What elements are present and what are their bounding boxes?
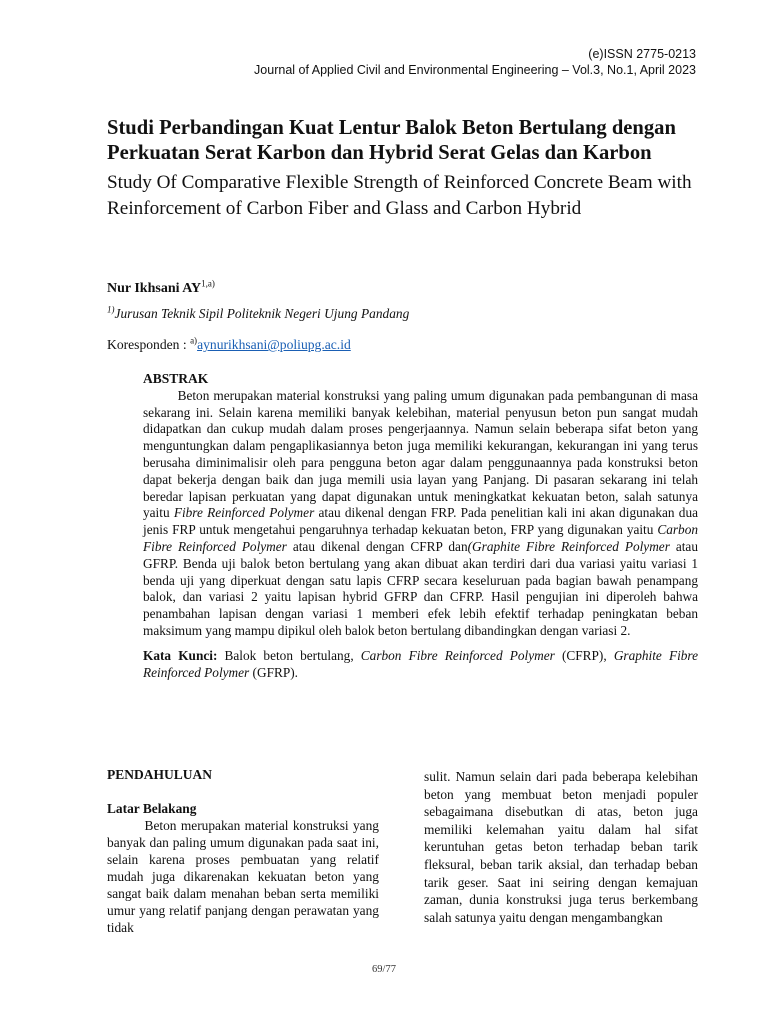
corresponding-line [107, 337, 351, 353]
corresponding-mark: a) [190, 335, 198, 346]
abstract-text-4: atau GFRP. Benda uji balok beton bertulang yang akan dibuat akan terdiri dari dua variasi yaitu variasi 1 benda uji yang diperkuat dengan satu lapis CFRP secara keseluruan pada bagian bawah penampang balok, dan variasi 2 yaitu lapisan hybrid GFRP dan CFRP. Hasil pengujian ini diperoleh bahwa penambahan lapisan dengan variasi 1 memberi efek lebih efektif terhadap peningkatan beban maksimum yang mampu dipikul oleh balok beton bertulang dibandingkan dengan variasi 2. [143, 538, 698, 638]
affiliation-mark: 1) [107, 304, 115, 315]
subsection-heading: Latar Belakang [107, 801, 197, 816]
keyword-gfrp: Graphite Fibre Reinforced Polymer [143, 647, 699, 680]
keywords-label: Kata Kunci: [143, 647, 218, 663]
title-block [107, 116, 692, 222]
keywords [143, 648, 698, 682]
section-heading: PENDAHULUAN [107, 767, 213, 782]
abstract [143, 371, 698, 681]
right-paragraph: sulit. Namun selain dari pada beberapa kelebihan beton yang membuat beton menjadi populer sebagaimana disebutkan di atas, beton juga memiliki kelemahan yaitu dalam hal sifat keruntuhan getas beton terhadap beban tarik fleksural, beban tarik aksial, dan terhadap beban tarik geser. Saat ini seiring dengan kemajuan zaman, dunia konstruksi juga terus berkembang salah satunya yaitu dengan mengambangkan [424, 769, 698, 925]
author-line [107, 278, 215, 297]
abstract-heading: ABSTRAK [143, 371, 209, 386]
affiliation: Jurusan Teknik Sipil Politeknik Negeri Ujung Pandang [114, 306, 410, 321]
keywords-text-2: (CFRP), [554, 647, 614, 663]
title-english: Study Of Comparative Flexible Strength of Reinforced Concrete Beam with Reinforcement of Carbon Fiber and Glass and Carbon Hybrid [107, 172, 692, 219]
journal-citation: Journal of Applied Civil and Environmental Engineering – Vol.3, No.1, April 2023 [254, 63, 696, 77]
abstract-term-gfrp: (Graphite Fibre Reinforced Polymer [467, 538, 670, 554]
author-superscript: 1,a) [201, 278, 215, 289]
abstract-text-1: Beton merupakan material konstruksi yang paling umum digunakan pada pembangunan di masa sekarang ini. Selain karena memiliki banyak kelebihan, material penyusun beton pun sangat mudah didapatkan dan cukup mudah dalam proses pengerjaannya. Namun selain beberapa sifat beton yang menguntungkan dalam pengaplikasiannya beton juga memiliki kekurangan, kekurangan ini yang terus berusaha diminimalisir oleh para pengguna beton agar dalam penggunaannya pada konstruksi beton dapat bekerja dengan baik dan juga memili usia layan yang Panjang. Di pasaran sekarang ini telah beredar lapisan perkuatan yang dapat digunakan untuk meningkatkat kekuatan beton, salah satunya yaitu [143, 387, 698, 521]
keywords-text-3: (GFRP). [249, 664, 298, 680]
keywords-text-1: Balok beton bertulang, [217, 647, 361, 663]
abstract-body [143, 388, 698, 640]
running-header [96, 46, 696, 78]
author-name: Nur Ikhsani AY [107, 281, 202, 296]
email-link[interactable]: aynurikhsani@poliupg.ac.id [197, 337, 351, 352]
title-indonesian: Studi Perbandingan Kuat Lentur Balok Beton Bertulang dengan Perkuatan Serat Karbon dan Hybrid Serat Gelas dan Karbon [107, 117, 676, 164]
corresponding-label: Koresponden : [107, 337, 191, 352]
issn: (e)ISSN 2775-0213 [588, 47, 696, 61]
affiliation-line [107, 306, 409, 322]
left-paragraph: Beton merupakan material konstruksi yang banyak dan paling umum digunakan pada saat ini, selain karena proses pembuatan yang relatif mudah juga dikarenakan kekuatan beton yang sangat baik dalam menahan beban serta memiliki umur yang relatif panjang dengan perawatan yang tidak [107, 818, 379, 935]
abstract-term-cfrp: Carbon Fibre Reinforced Polymer [143, 522, 698, 554]
abstract-term-frp: Fibre Reinforced Polymer [173, 505, 315, 521]
abstract-text-3: atau dikenal dengan CFRP dan [286, 538, 468, 554]
keyword-cfrp: Carbon Fibre Reinforced Polymer [360, 647, 555, 663]
page-number: 69/77 [372, 964, 396, 975]
left-column [107, 766, 379, 936]
right-column [424, 768, 698, 926]
abstract-text-2: atau dikenal dengan FRP. Pada penelitian kali ini akan digunakan dua jenis FRP untuk mengetahui pengaruhnya terhadap kekuatan beton, FRP yang digunakan yaitu [143, 505, 698, 538]
